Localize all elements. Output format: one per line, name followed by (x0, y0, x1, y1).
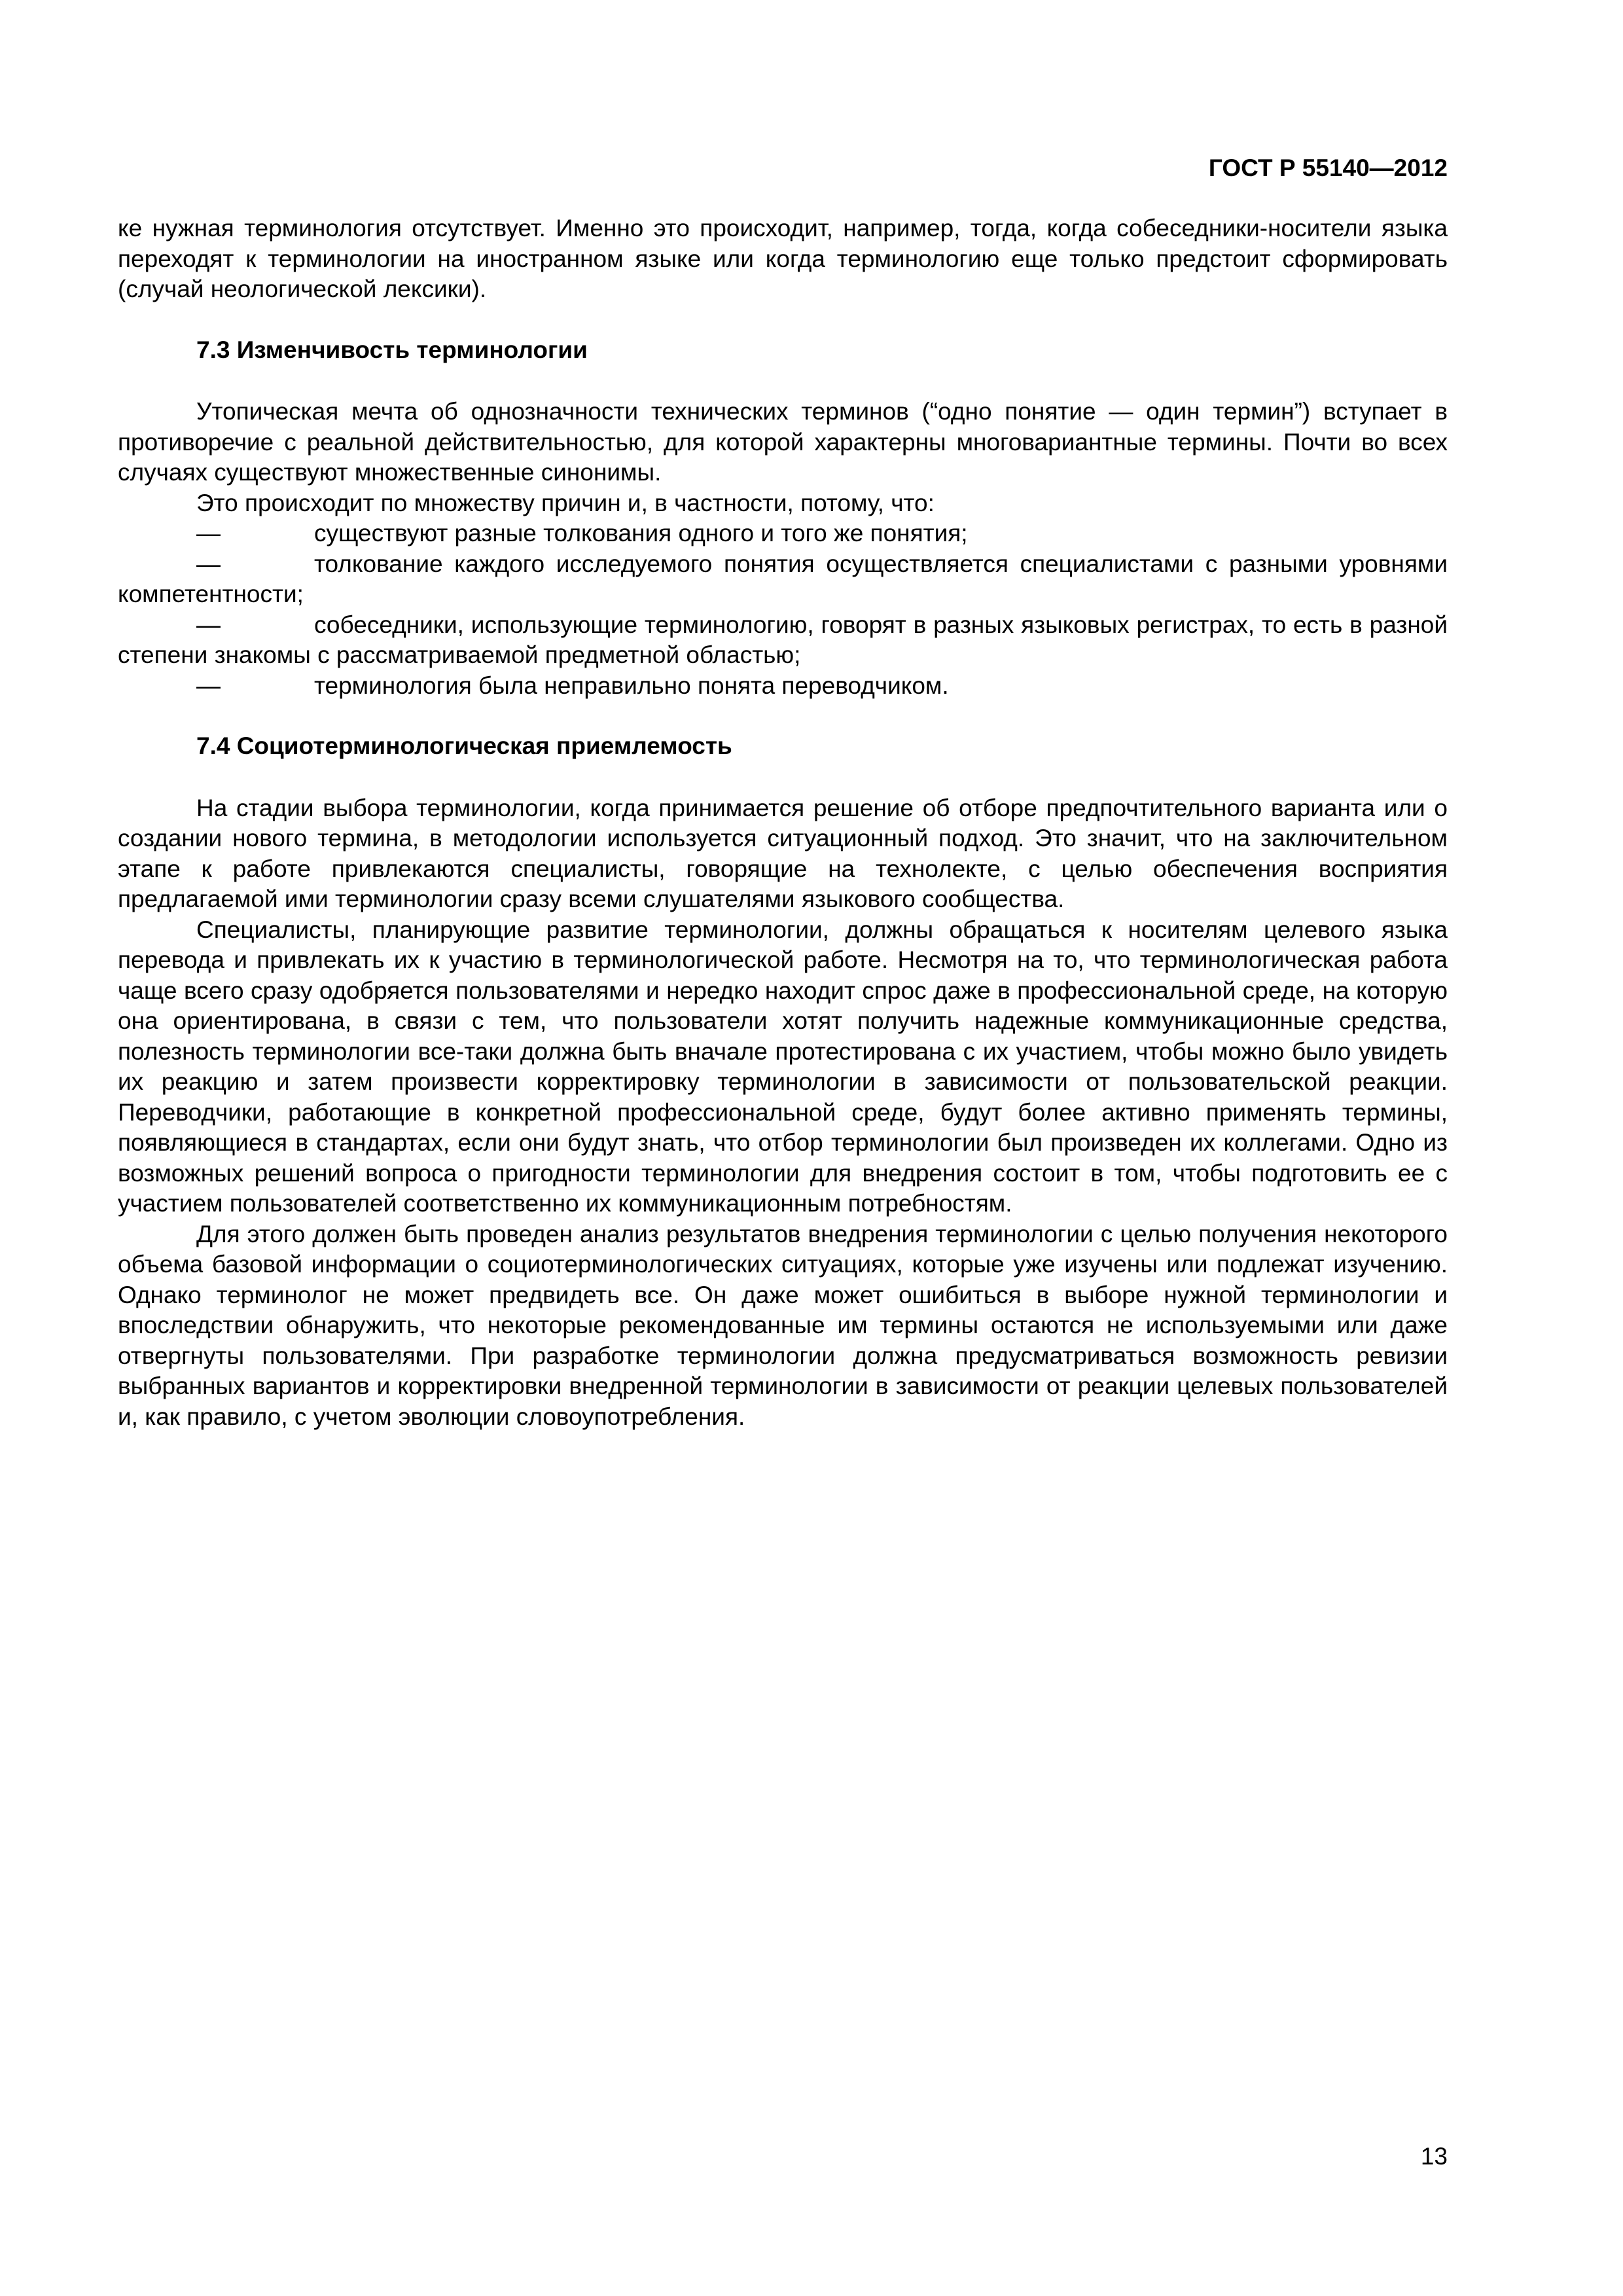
list-dash: — (196, 611, 221, 638)
section-7-3-paragraph-2: Это происходит по множеству причин и, в частности, потому, что: (196, 489, 935, 516)
list-item (118, 518, 1448, 549)
reasons-list (118, 518, 1448, 701)
list-item-text: собеседники, использующие терминологию, говорят в разных языковых регистрах, то есть в разной степени знакомы с рассматриваемой предметной областью; (118, 611, 1448, 668)
section-7-4-paragraph-1: На стадии выбора терминологии, когда принимается решение об отборе предпочтительного варианта или о создании нового термина, в методологии используется ситуационный подход. Это значит, что на заключительном этапе к работе привлекаются специалисты, говорящие на технолекте, с целью обеспечения восприятия предлагаемой ими терминологии сразу всеми слушателями языкового сообщества. (118, 794, 1448, 912)
list-item (118, 671, 1448, 702)
continuation-paragraph: ке нужная терминология отсутствует. Именно это происходит, например, тогда, когда собеседники-носители языка переходят к терминологии на иностранном языке или когда терминологию еще только предстоит сформировать (случай неологической лексики). (118, 215, 1448, 302)
list-item (118, 549, 1448, 610)
list-dash: — (196, 550, 221, 577)
list-item-text: существуют разные толкования одного и того же понятия; (314, 520, 968, 547)
page-number: 13 (1420, 2143, 1448, 2170)
list-dash: — (196, 672, 221, 699)
section-7-4-paragraph-2: Специалисты, планирующие развитие терминологии, должны обращаться к носителям целевого языка перевода и привлекать их к участию в терминологической работе. Несмотря на то, что терминологическая работа чаще всего сразу одобряется пользователями и нередко находит спрос даже в профессиональной среде, на которую она ориентирована, в связи с тем, что пользователи хотят получить надежные коммуникационные средства, полезность терминологии все-таки должна быть вначале протестирована с их участием, чтобы можно было увидеть их реакцию и затем произвести корректировку терминологии в зависимости от пользовательской реакции. Переводчики, работающие в конкретной профессиональной среде, будут более активно применять термины, появляющиеся в стандартах, если они будут знать, что отбор терминологии был произведен их коллегами. Одно из возможных решений вопроса о пригодности терминологии для внедрения состоит в том, чтобы подготовить ее с участием пользователей соответственно их коммуникационным потребностям. (118, 916, 1448, 1217)
section-heading-7-3: 7.3 Изменчивость терминологии (196, 336, 588, 363)
section-7-4-paragraph-3: Для этого должен быть проведен анализ результатов внедрения терминологии с целью получения некоторого объема базовой информации о социотерминологических ситуациях, которые уже изучены или подлежат изучению. Однако терминолог не может предвидеть все. Он даже может ошибиться в выборе нужной терминологии и впоследствии обнаружить, что некоторые рекомендованные им термины остаются не используемыми или даже отвергнуты пользователями. При разработке терминологии должна предусматриваться возможность ревизии выбранных вариантов и корректировки внедренной терминологии в зависимости от реакции целевых пользователей и, как правило, с учетом эволюции словоупотребления. (118, 1220, 1448, 1430)
document-code: ГОСТ Р 55140—2012 (1208, 154, 1448, 181)
document-body (118, 213, 1448, 1432)
section-heading-7-4: 7.4 Социотерминологическая приемлемость (196, 732, 732, 759)
list-item-text: толкование каждого исследуемого понятия осуществляется специалистами с разными уровнями компетентности; (118, 550, 1448, 607)
section-7-3-paragraph-1: Утопическая мечта об однозначности технических терминов (“одно понятие — один термин”) вступает в противоречие с реальной действительностью, для которой характерны многовариантные термины. Почти во всех случаях существуют множественные синонимы. (118, 398, 1448, 486)
list-item-text: терминология была неправильно понята переводчиком. (314, 672, 949, 699)
list-dash: — (196, 520, 221, 547)
list-item (118, 610, 1448, 671)
